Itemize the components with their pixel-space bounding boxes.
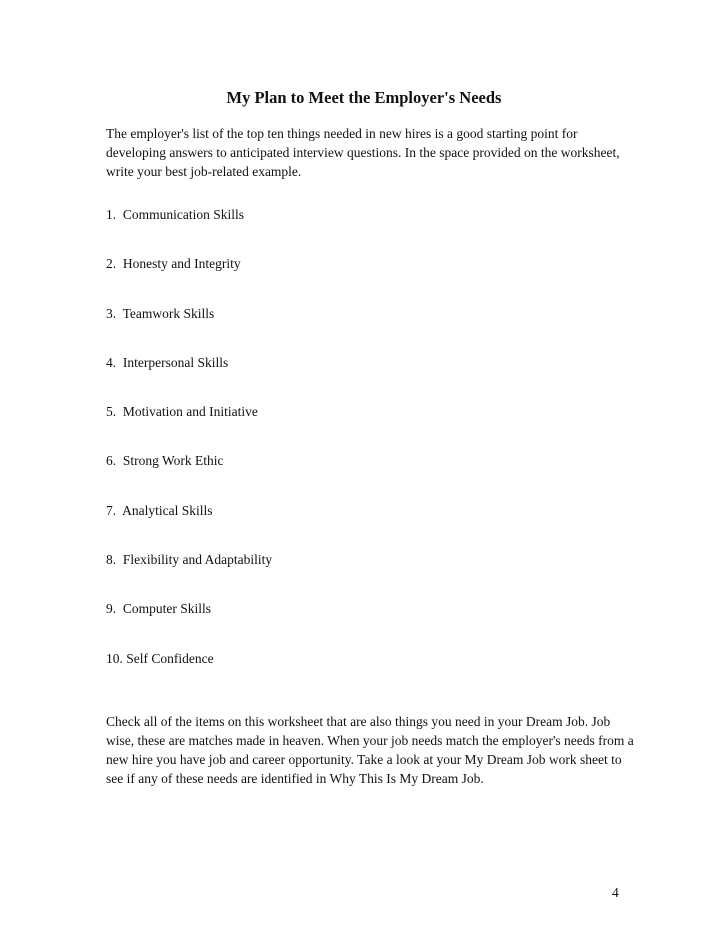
page-title: My Plan to Meet the Employer's Needs xyxy=(226,88,502,107)
list-item: 10. Self Confidence xyxy=(106,650,214,666)
list-item: 8. Flexibility and Adaptability xyxy=(106,552,273,568)
needs-list xyxy=(106,205,272,698)
list-item: 1. Communication Skills xyxy=(106,207,245,222)
list-item: 2. Honesty and Integrity xyxy=(106,256,241,272)
closing-paragraph: Check all of the items on this worksheet that are also things you need in your Dream Job. Job wise, these are matches made in heaven. When your job needs match the employer's needs from a new hire you have job and career opportunity. Take a look at your My Dream Job work sheet to see if any of these needs are identified in Why This Is My Dream Job. xyxy=(106,714,634,786)
page-number: 4 xyxy=(612,885,619,900)
intro-paragraph: The employer's list of the top ten things needed in new hires is a good starting point for developing answers to anticipated interview questions. In the space provided on the worksheet, write your best job-related example. xyxy=(106,126,620,179)
list-item: 6. Strong Work Ethic xyxy=(106,453,224,469)
list-item: 5. Motivation and Initiative xyxy=(106,404,258,420)
list-item: 9. Computer Skills xyxy=(106,601,212,617)
list-item: 3. Teamwork Skills xyxy=(106,305,215,321)
list-item: 4. Interpersonal Skills xyxy=(106,354,229,370)
list-item: 7. Analytical Skills xyxy=(106,502,213,518)
